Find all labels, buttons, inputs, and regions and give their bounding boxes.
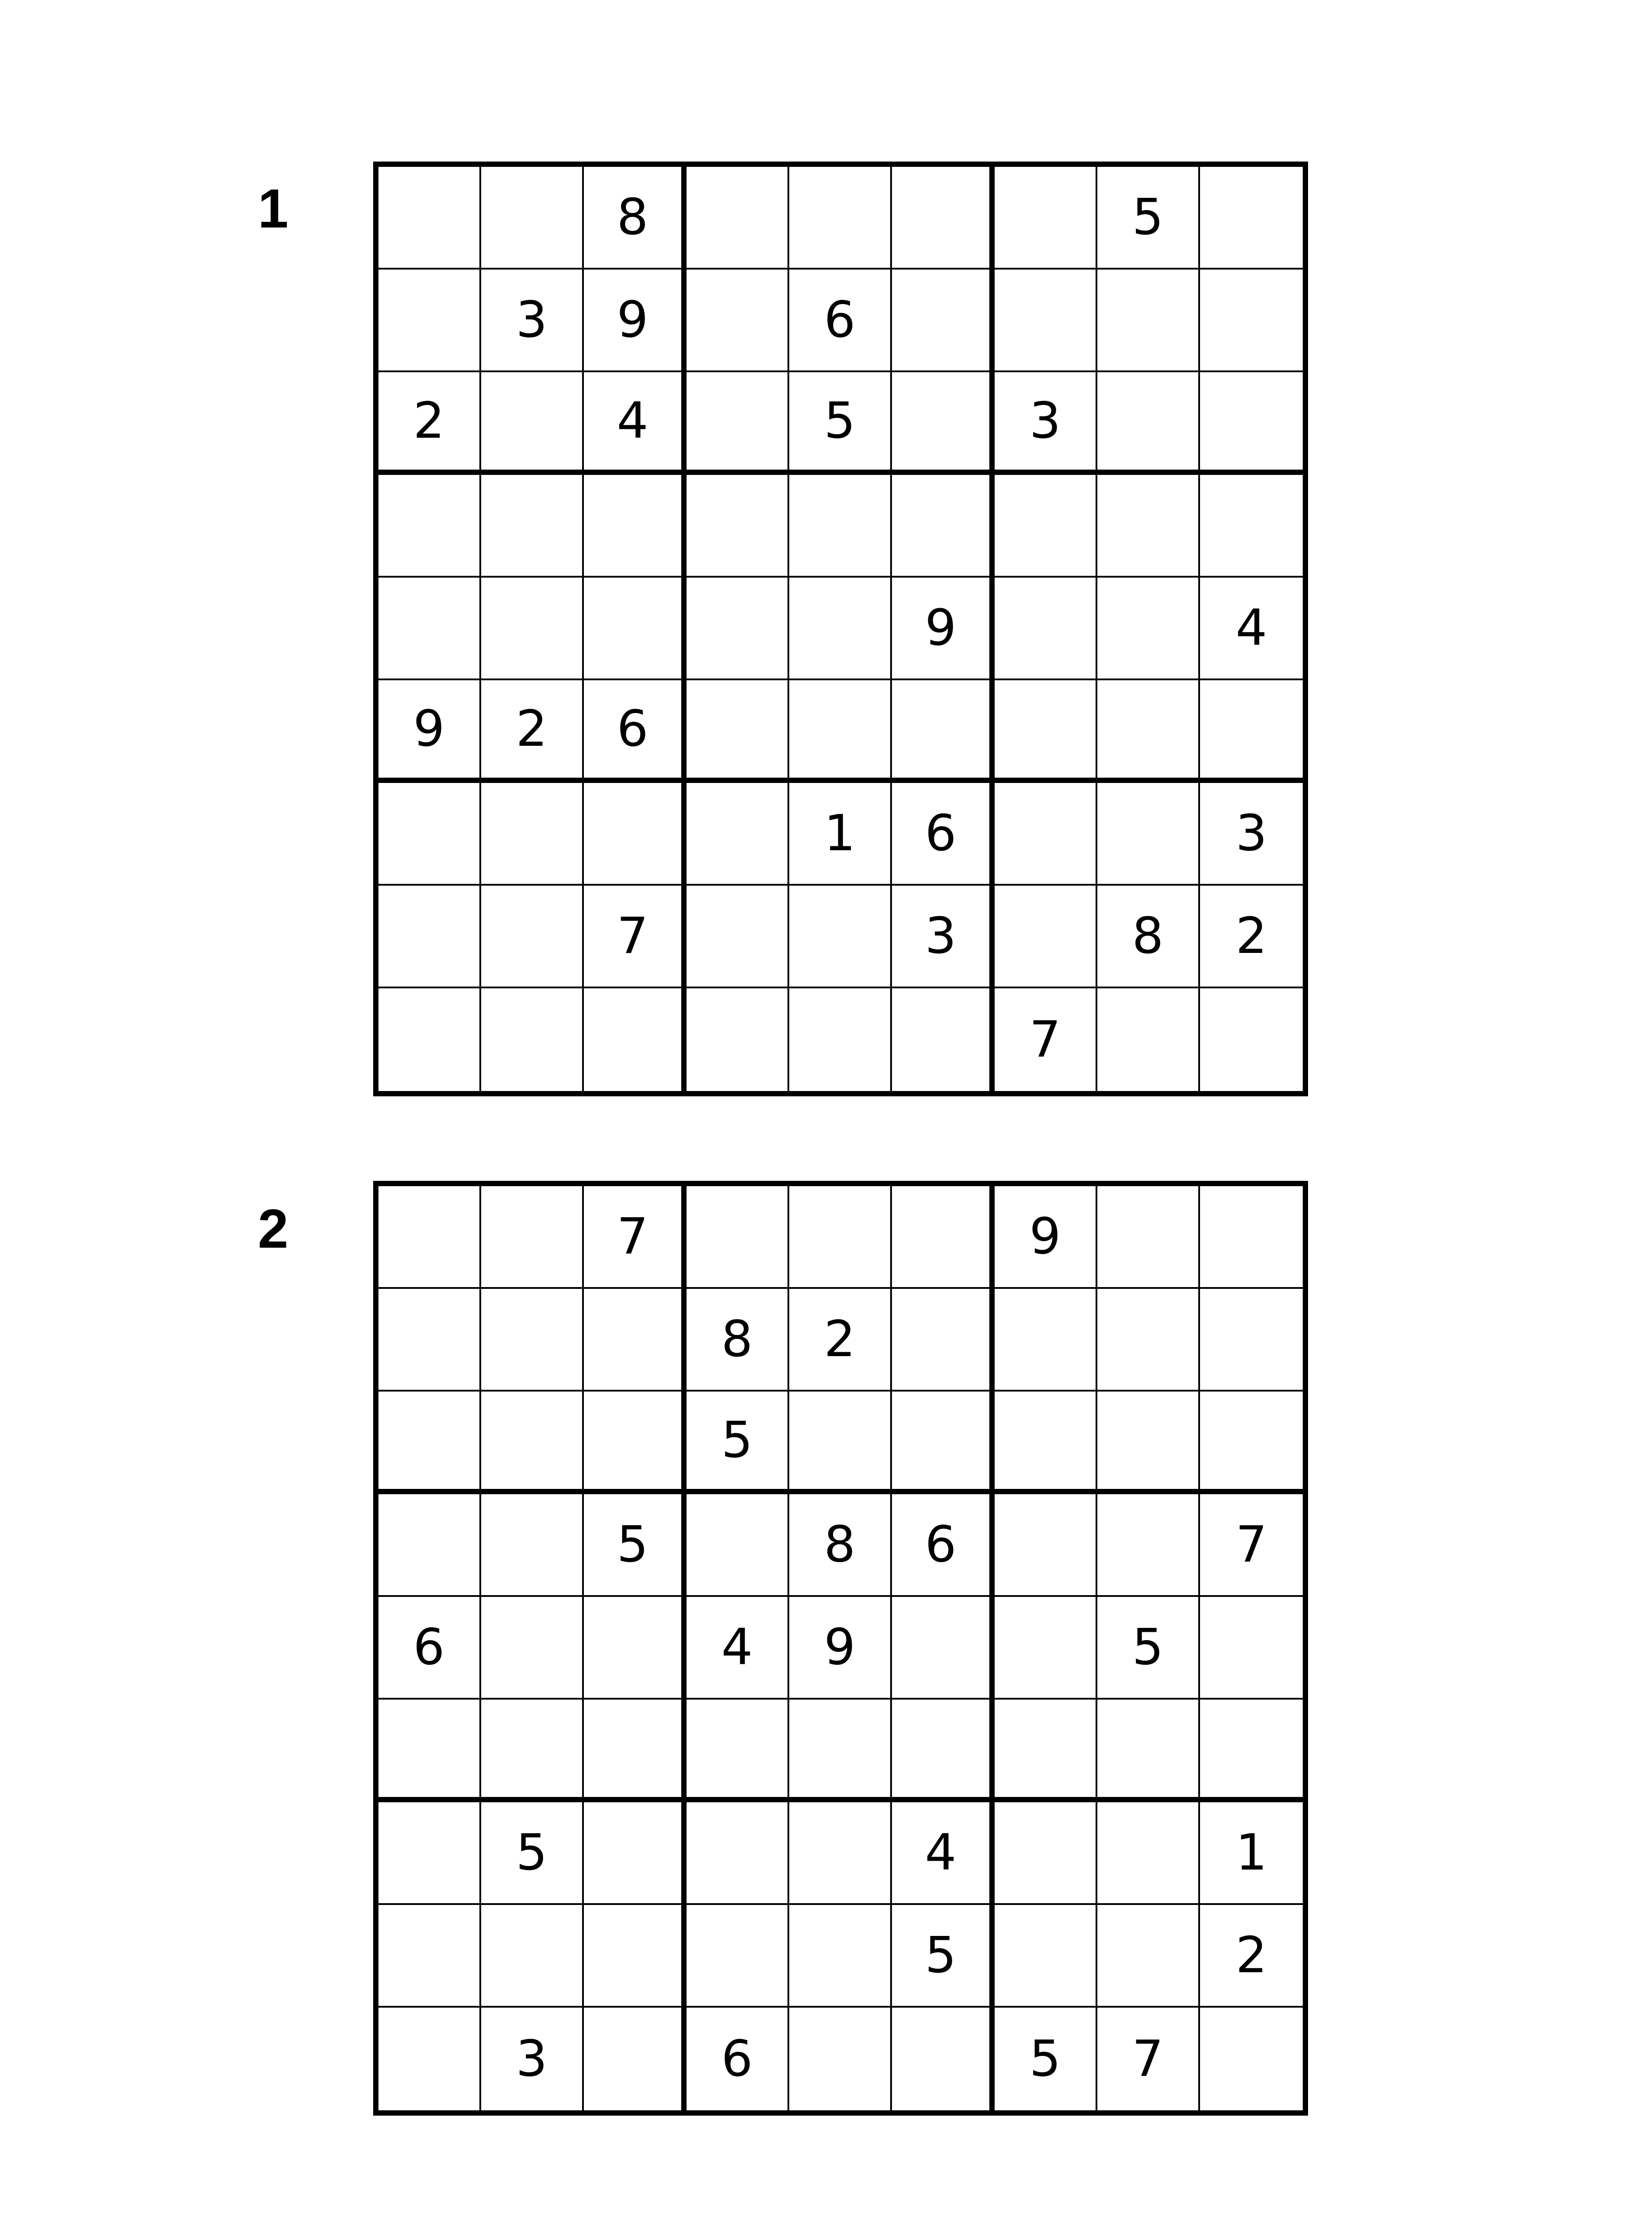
sudoku-cell[interactable] [1097,1802,1200,1905]
sudoku-cell[interactable]: 4 [584,372,687,475]
sudoku-cell[interactable]: 1 [1200,1802,1303,1905]
sudoku-cell[interactable] [584,1392,687,1494]
sudoku-cell[interactable] [1097,1494,1200,1597]
sudoku-cell[interactable]: 5 [789,372,892,475]
puzzle-number-2: 2 [258,1199,289,1260]
sudoku-cell[interactable] [892,1289,995,1392]
sudoku-cell[interactable] [1097,1186,1200,1289]
sudoku-cell[interactable]: 8 [1097,886,1200,988]
sudoku-cell[interactable] [584,1802,687,1905]
sudoku-cell[interactable] [378,1700,481,1802]
sudoku-cell[interactable] [1200,270,1303,372]
sudoku-cell[interactable] [1200,2008,1303,2110]
sudoku-cell[interactable] [995,1700,1097,1802]
sudoku-cell[interactable] [378,1802,481,1905]
sudoku-cell[interactable]: 5 [584,1494,687,1597]
sudoku-cell[interactable] [481,578,584,680]
sudoku-cell[interactable] [995,1494,1097,1597]
sudoku-cell[interactable] [892,372,995,475]
sudoku-cell[interactable] [1200,475,1303,578]
sudoku-cell[interactable]: 6 [892,783,995,886]
sudoku-cell[interactable]: 4 [1200,578,1303,680]
sudoku-cell[interactable]: 5 [481,1802,584,1905]
sudoku-cell[interactable]: 8 [789,1494,892,1597]
sudoku-cell[interactable] [687,1186,789,1289]
sudoku-cell[interactable] [995,578,1097,680]
sudoku-cell[interactable] [584,988,687,1091]
sudoku-cell[interactable]: 2 [481,680,584,783]
sudoku-cell[interactable] [481,1905,584,2008]
sudoku-cell[interactable] [995,1289,1097,1392]
sudoku-cell[interactable] [378,1392,481,1494]
sudoku-cell[interactable] [789,167,892,270]
sudoku-cell[interactable]: 4 [687,1597,789,1700]
sudoku-cell[interactable] [1200,372,1303,475]
sudoku-cell[interactable] [1200,680,1303,783]
sudoku-cell[interactable] [1200,1700,1303,1802]
sudoku-cell[interactable] [789,578,892,680]
sudoku-cell[interactable] [481,1289,584,1392]
sudoku-cell[interactable] [481,1392,584,1494]
sudoku-cell[interactable]: 5 [687,1392,789,1494]
sudoku-cell[interactable] [378,270,481,372]
sudoku-cell[interactable]: 1 [789,783,892,886]
sudoku-cell[interactable] [687,1700,789,1802]
sudoku-cell[interactable] [687,167,789,270]
sudoku-cell[interactable]: 9 [378,680,481,783]
sudoku-cell[interactable] [687,988,789,1091]
sudoku-cell[interactable]: 6 [892,1494,995,1597]
sudoku-cell[interactable] [892,988,995,1091]
sudoku-cell[interactable] [378,1289,481,1392]
sudoku-cell[interactable] [584,1700,687,1802]
sudoku-cell[interactable] [584,1289,687,1392]
sudoku-cell[interactable]: 7 [584,1186,687,1289]
sudoku-board-1 [373,162,1308,1096]
sudoku-cell[interactable] [481,1186,584,1289]
sudoku-cell[interactable]: 5 [1097,167,1200,270]
sudoku-cell[interactable] [892,1186,995,1289]
sudoku-cell[interactable] [584,475,687,578]
sudoku-cell[interactable] [378,167,481,270]
sudoku-cell[interactable] [1097,475,1200,578]
sudoku-cell[interactable] [481,372,584,475]
sudoku-cell[interactable] [892,1700,995,1802]
sudoku-cell[interactable]: 8 [584,167,687,270]
sudoku-cell[interactable] [995,270,1097,372]
sudoku-cell[interactable] [789,1802,892,1905]
sudoku-cell[interactable] [995,1905,1097,2008]
sudoku-cell[interactable] [378,475,481,578]
sudoku-cell[interactable] [892,475,995,578]
sudoku-cell[interactable]: 7 [1097,2008,1200,2110]
sudoku-cell[interactable] [1097,680,1200,783]
sudoku-cell[interactable] [687,1905,789,2008]
sudoku-cell[interactable] [584,578,687,680]
sudoku-cell[interactable]: 2 [1200,886,1303,988]
sudoku-cell[interactable]: 2 [1200,1905,1303,2008]
sudoku-cell[interactable]: 3 [1200,783,1303,886]
sudoku-cell[interactable] [1200,988,1303,1091]
sudoku-cell[interactable] [1097,988,1200,1091]
sudoku-cell[interactable] [378,783,481,886]
sudoku-cell[interactable] [687,475,789,578]
sudoku-cell[interactable]: 3 [892,886,995,988]
sudoku-cell[interactable] [378,2008,481,2110]
sudoku-cell[interactable]: 7 [584,886,687,988]
sudoku-cell[interactable]: 7 [995,988,1097,1091]
sudoku-cell[interactable] [789,1186,892,1289]
sudoku-cell[interactable] [995,1802,1097,1905]
sudoku-cell[interactable] [1200,1392,1303,1494]
sudoku-cell[interactable] [892,167,995,270]
sudoku-cell[interactable] [892,1597,995,1700]
sudoku-cell[interactable] [378,988,481,1091]
sudoku-cell[interactable] [687,372,789,475]
sudoku-cell[interactable]: 9 [789,1597,892,1700]
sudoku-cell[interactable] [789,988,892,1091]
sudoku-cell[interactable]: 9 [584,270,687,372]
sudoku-cell[interactable] [1200,167,1303,270]
sudoku-cell[interactable] [1200,1289,1303,1392]
sudoku-cell[interactable]: 3 [481,270,584,372]
sudoku-cell[interactable]: 6 [584,680,687,783]
sudoku-cell[interactable] [789,886,892,988]
sudoku-cell[interactable] [1097,1392,1200,1494]
sudoku-cell[interactable] [687,783,789,886]
sudoku-cell[interactable] [995,680,1097,783]
sudoku-cell[interactable] [1200,1597,1303,1700]
sudoku-cell[interactable] [995,886,1097,988]
sudoku-cell[interactable] [995,1392,1097,1494]
sudoku-cell[interactable] [1097,783,1200,886]
sudoku-cell[interactable] [892,1392,995,1494]
sudoku-cell[interactable] [789,680,892,783]
sudoku-cell[interactable] [687,886,789,988]
puzzle-number-1: 1 [258,178,289,239]
sudoku-cell[interactable] [892,680,995,783]
sudoku-cell[interactable] [378,1905,481,2008]
sudoku-cell[interactable] [995,167,1097,270]
sudoku-cell[interactable] [789,1700,892,1802]
sudoku-cell[interactable] [1097,270,1200,372]
sudoku-cell[interactable]: 3 [481,2008,584,2110]
sudoku-cell[interactable] [687,578,789,680]
sudoku-cell[interactable] [687,270,789,372]
sudoku-cell[interactable] [1097,1700,1200,1802]
sudoku-cell[interactable]: 2 [789,1289,892,1392]
sudoku-cell[interactable] [687,680,789,783]
sudoku-cell[interactable] [481,1494,584,1597]
sudoku-cell[interactable] [995,783,1097,886]
sudoku-cell[interactable] [789,1392,892,1494]
sudoku-cell[interactable] [481,167,584,270]
sudoku-cell[interactable] [1200,1186,1303,1289]
sudoku-cell[interactable] [481,988,584,1091]
sudoku-cell[interactable]: 8 [687,1289,789,1392]
sudoku-cell[interactable]: 9 [892,578,995,680]
sudoku-cell[interactable] [378,1494,481,1597]
sudoku-cell[interactable]: 5 [1097,1597,1200,1700]
sudoku-cell[interactable]: 3 [995,372,1097,475]
sudoku-cell[interactable]: 6 [378,1597,481,1700]
sudoku-cell[interactable] [378,578,481,680]
sudoku-cell[interactable]: 5 [892,1905,995,2008]
sudoku-cell[interactable] [995,1597,1097,1700]
sudoku-cell[interactable] [789,1905,892,2008]
sudoku-cell[interactable] [789,475,892,578]
sudoku-cell[interactable] [789,2008,892,2110]
sudoku-cell[interactable] [378,886,481,988]
sudoku-board-2 [373,1181,1308,2116]
sudoku-cell[interactable] [378,1186,481,1289]
sudoku-cell[interactable] [584,2008,687,2110]
sudoku-cell[interactable] [687,1494,789,1597]
sudoku-cell[interactable] [584,1597,687,1700]
sudoku-cell[interactable] [481,1597,584,1700]
sudoku-cell[interactable] [1097,372,1200,475]
sudoku-cell[interactable]: 5 [995,2008,1097,2110]
sudoku-cell[interactable]: 2 [378,372,481,475]
sudoku-cell[interactable]: 4 [892,1802,995,1905]
sudoku-cell[interactable] [1097,578,1200,680]
sudoku-cell[interactable] [687,1802,789,1905]
sudoku-cell[interactable] [584,1905,687,2008]
sudoku-cell[interactable] [892,270,995,372]
sudoku-cell[interactable]: 9 [995,1186,1097,1289]
sudoku-cell[interactable] [1097,1905,1200,2008]
sudoku-cell[interactable] [995,475,1097,578]
sudoku-cell[interactable] [1097,1289,1200,1392]
sudoku-cell[interactable]: 6 [789,270,892,372]
sudoku-cell[interactable]: 7 [1200,1494,1303,1597]
sudoku-cell[interactable] [892,2008,995,2110]
sudoku-cell[interactable] [481,475,584,578]
sudoku-cell[interactable] [584,783,687,886]
sudoku-cell[interactable] [481,1700,584,1802]
sudoku-cell[interactable] [481,886,584,988]
sudoku-cell[interactable] [481,783,584,886]
sudoku-cell[interactable]: 6 [687,2008,789,2110]
